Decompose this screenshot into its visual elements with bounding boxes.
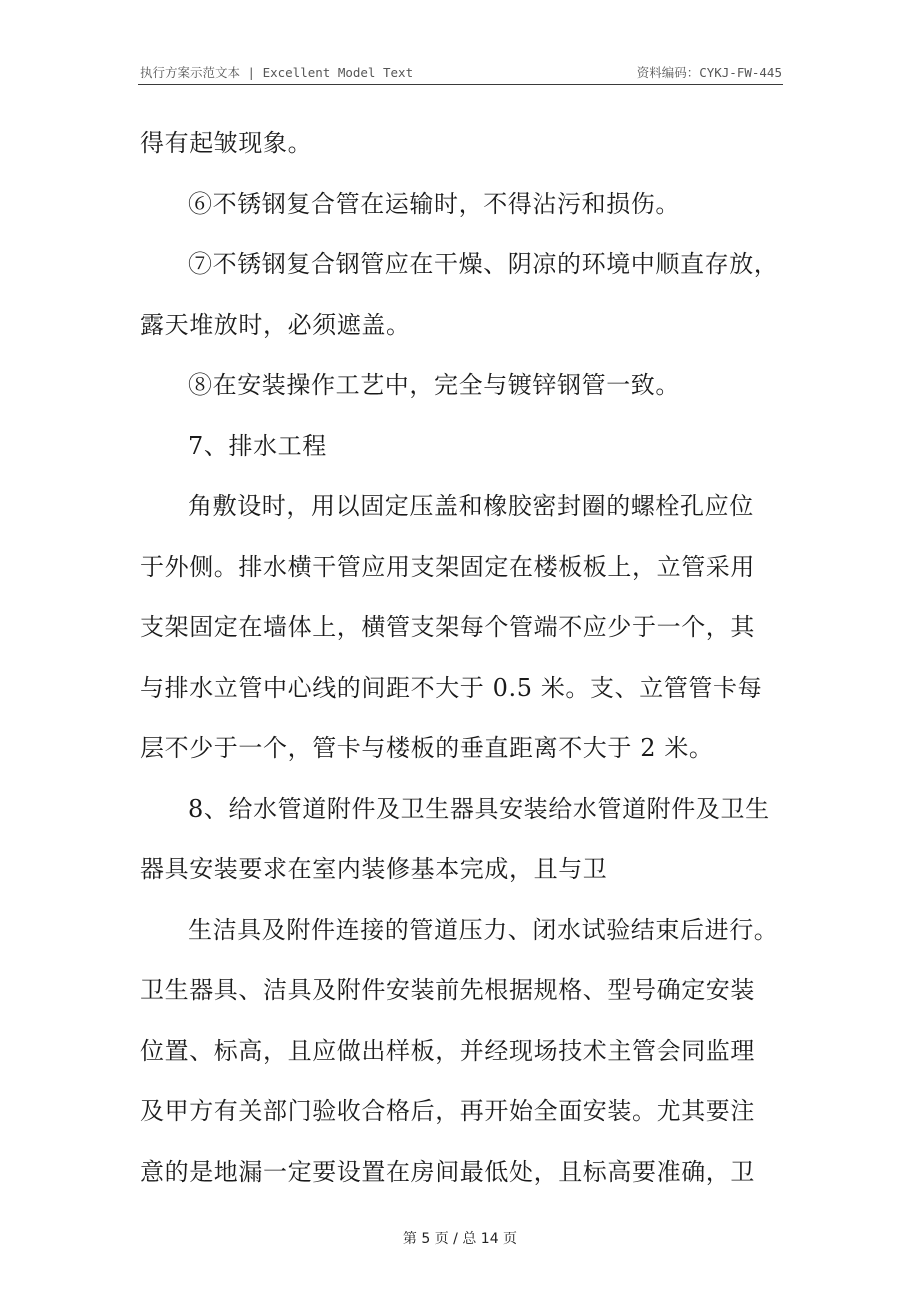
text-line: 层不少于一个，管卡与楼板的垂直距离不大于 2 米。 xyxy=(140,734,714,762)
header-divider xyxy=(138,84,783,85)
page-number: 第 5 页 / 总 14 页 xyxy=(402,1231,518,1247)
text-line: 支架固定在墙体上，横管支架每个管端不应少于一个，其 xyxy=(140,613,755,641)
text-line: ⑧在安装操作工艺中，完全与镀锌钢管一致。 xyxy=(188,371,680,399)
page-footer xyxy=(0,1228,920,1248)
header-title: 执行方案示范文本 | Excellent Model Text xyxy=(140,65,414,80)
text-line: ⑦不锈钢复合钢管应在干燥、阴凉的环境中顺直存放， xyxy=(188,250,779,278)
text-line: 于外侧。排水横干管应用支架固定在楼板板上，立管采用 xyxy=(140,552,755,581)
text-line: 器具安装要求在室内装修基本完成，且与卫 xyxy=(140,855,608,883)
text-line: 8、给水管道附件及卫生器具安装给水管道附件及卫生 xyxy=(188,794,770,823)
text-line: 生洁具及附件连接的管道压力、闭水试验结束后进行。 xyxy=(188,915,779,944)
text-line: 角敷设时，用以固定压盖和橡胶密封圈的螺栓孔应位 xyxy=(188,492,754,520)
text-line: 位置、标高，且应做出样板，并经现场技术主管会同监理 xyxy=(140,1036,755,1065)
document-body xyxy=(140,118,785,1207)
text-line: 意的是地漏一定要设置在房间最低处，且标高要准确，卫 xyxy=(140,1157,755,1186)
text-line: 7、排水工程 xyxy=(188,431,327,460)
page-header xyxy=(140,62,782,82)
text-line: ⑥不锈钢复合管在运输时，不得沾污和损伤。 xyxy=(188,189,680,218)
text-line: 与排水立管中心线的间距不大于 0.5 米。支、立管管卡每 xyxy=(140,673,763,702)
text-line: 卫生器具、洁具及附件安装前先根据规格、型号确定安装 xyxy=(140,976,755,1004)
text-line: 露天堆放时，必须遮盖。 xyxy=(140,310,411,339)
text-line: 得有起皱现象。 xyxy=(140,129,313,157)
header-doc-code: 资料编码：CYKJ-FW-445 xyxy=(636,65,782,80)
text-line: 及甲方有关部门验收合格后，再开始全面安装。尤其要注 xyxy=(140,1097,755,1125)
